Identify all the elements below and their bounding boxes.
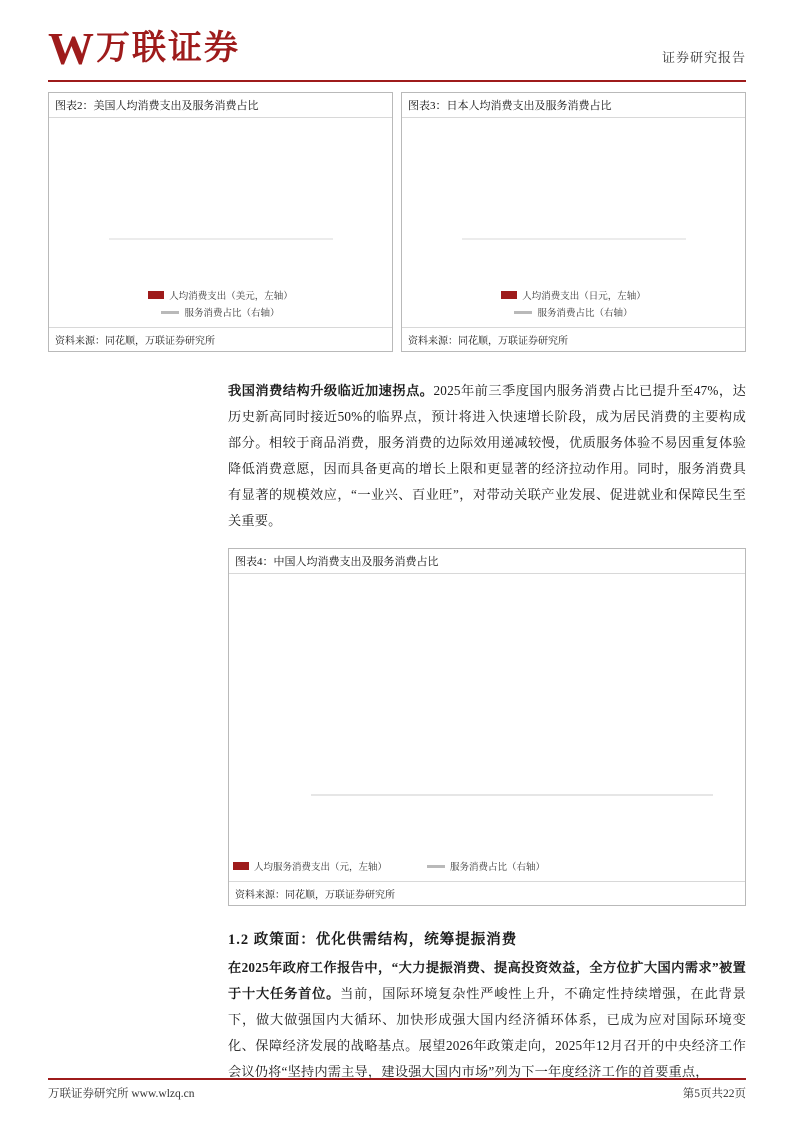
figure-2-title: 图表2：美国人均消费支出及服务消费占比 <box>49 93 392 118</box>
paragraph-2 <box>228 955 746 1085</box>
header-divider <box>48 80 746 82</box>
figure-4-chart <box>233 580 741 855</box>
figure-2 <box>48 92 393 352</box>
bar-swatch-icon <box>148 291 164 299</box>
line-swatch-icon <box>427 865 445 868</box>
section-heading: 1.2 政策面：优化供需结构，统筹提振消费 <box>228 932 518 948</box>
legend-item-line <box>427 859 545 873</box>
paragraph-2-block <box>48 955 746 1085</box>
figure-4-body <box>229 574 745 881</box>
report-type-label: 证券研究报告 <box>661 50 746 65</box>
figure-3-title: 图表3：日本人均消费支出及服务消费占比 <box>402 93 745 118</box>
figure-4-title: 图表4：中国人均消费支出及服务消费占比 <box>229 549 745 574</box>
brand-mark-icon: W <box>48 23 92 74</box>
figure-3-source: 资料来源：同花顺，万联证券研究所 <box>402 327 745 351</box>
page-footer <box>48 1078 746 1101</box>
bar-swatch-icon <box>501 291 517 299</box>
figure-3 <box>401 92 746 352</box>
paragraph-2-lead: 在2025年政府工作报告中，“大力提振消费、提高投资效益，全方位扩大国内需求”被置于十大任务首位。 <box>228 960 746 1001</box>
paragraph-1 <box>228 378 746 534</box>
legend-item-bar <box>233 859 387 873</box>
figure-2-source: 资料来源：同花顺，万联证券研究所 <box>49 327 392 351</box>
footer-left: 万联证券研究所 www.wlzq.cn <box>48 1088 195 1100</box>
legend-item-bar <box>501 288 646 302</box>
paragraph-2-text: 当前，国际环境复杂性严峻性上升，不确定性持续增强，在此背景下，做大做强国内大循环、加快形成强大国内经济循环体系，已成为应对国际环境变化、保障经济发展的战略基点。展望2026年政策走向，2025年12月召开的中央经济工作会议仍将“坚持内需主导，建设强大国内市场”列为下一年度经济工作的首要重点， <box>228 986 746 1079</box>
figure-3-body <box>402 118 745 327</box>
brand-name: 万联证券 <box>96 30 240 67</box>
footer-content <box>48 1080 746 1101</box>
legend-item-line <box>161 305 279 319</box>
figure-2-svg <box>53 124 383 284</box>
legend-item-bar <box>148 288 293 302</box>
line-swatch-icon <box>161 311 179 314</box>
figure-4-source: 资料来源：同花顺，万联证券研究所 <box>229 881 745 905</box>
figure-3-chart <box>406 124 741 284</box>
figure-2-chart <box>53 124 388 284</box>
legend-label-line: 服务消费占比（右轴） <box>537 309 633 319</box>
paragraph-1-text: 2025年前三季度国内服务消费占比已提升至47%，达历史新高同时接近50%的临界点，预计将进入快速增长阶段，成为居民消费的主要构成部分。相较于商品消费，服务消费的边际效用递减较慢，优质服务体验不易因重复体验降低消费意愿，因而具备更高的增长上限和更显著的经济拉动作用。同时，服务消费具有显著的规模效应，“一业兴、百业旺”，对带动关联产业发展、促进就业和保障民生至关重要。 <box>228 383 747 528</box>
legend-label-line: 服务消费占比（右轴） <box>184 309 280 319</box>
legend-label-line: 服务消费占比（右轴） <box>450 863 546 873</box>
paragraph-1-block <box>48 378 746 534</box>
figure-3-svg <box>406 124 736 284</box>
legend-label-bar: 人均消费支出（美元，左轴） <box>169 292 293 302</box>
figure-row-top <box>48 92 746 352</box>
figure-2-legend <box>53 284 388 325</box>
legend-label-bar: 人均消费支出（日元，左轴） <box>522 292 646 302</box>
figure-4-legend <box>233 855 741 879</box>
figure-4-svg <box>233 580 794 855</box>
line-swatch-icon <box>514 311 532 314</box>
brand-logo <box>48 23 240 74</box>
footer-right: 第5页共22页 <box>682 1088 746 1100</box>
page-header <box>48 0 746 78</box>
paragraph-1-lead: 我国消费结构升级临近加速拐点。 <box>228 383 434 398</box>
figure-2-body <box>49 118 392 327</box>
legend-item-line <box>514 305 632 319</box>
legend-label-bar: 人均服务消费支出（元，左轴） <box>254 863 388 873</box>
figure-4 <box>228 548 746 906</box>
figure-3-legend <box>406 284 741 325</box>
bar-swatch-icon <box>233 862 249 870</box>
